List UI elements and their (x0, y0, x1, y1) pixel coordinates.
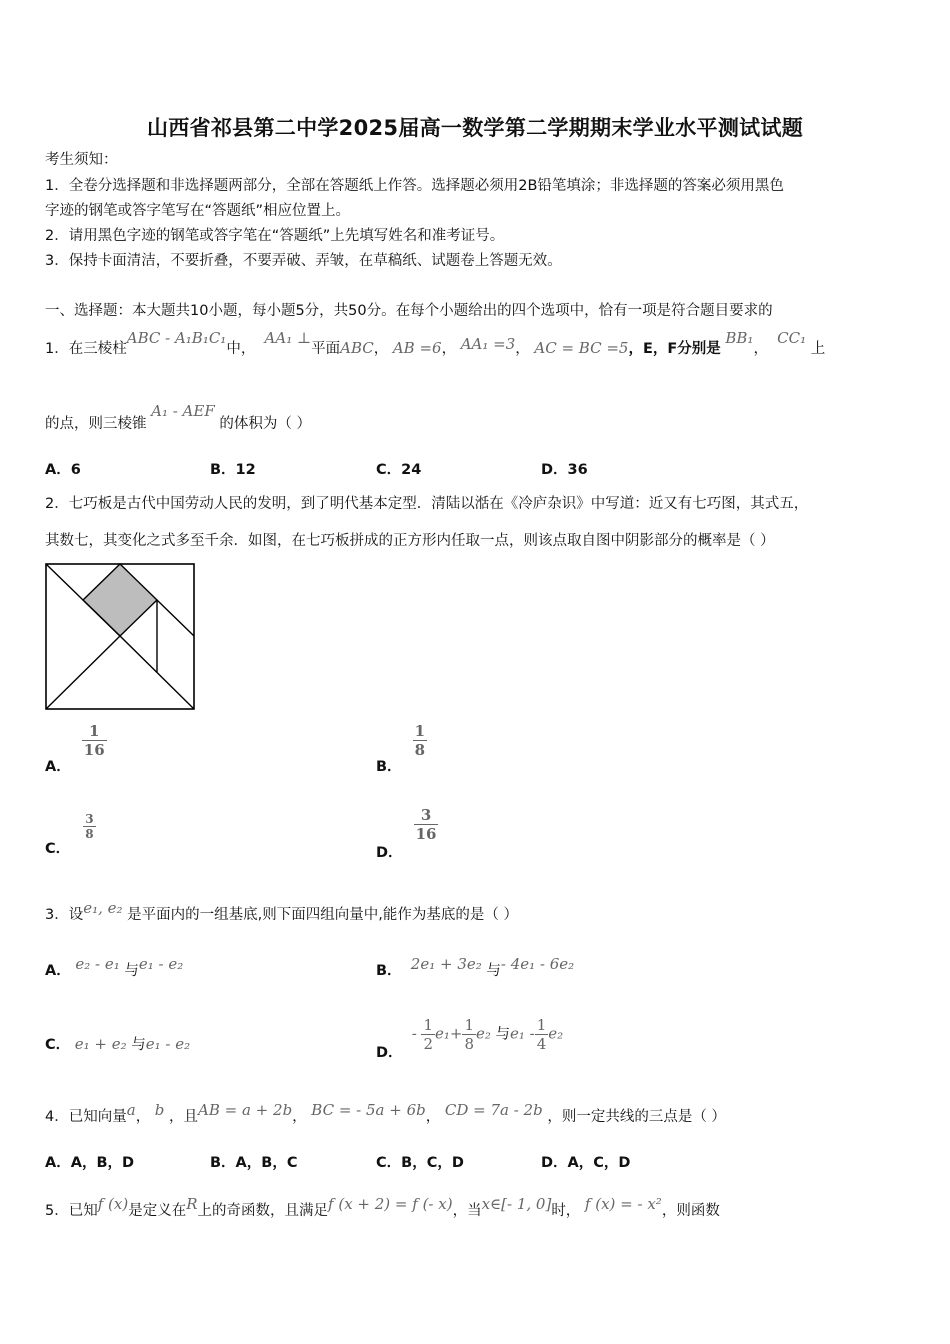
q5-text: 时， (551, 1203, 581, 1219)
question-3 (45, 899, 518, 925)
tangram-shaded-square (83, 564, 157, 636)
q3-option-c[interactable] (45, 1034, 190, 1055)
q2-option-a-fraction (82, 722, 107, 759)
q5-text: 是定义在 (128, 1203, 187, 1219)
q1-math-ac-bc: AC = BC =5 (534, 339, 629, 357)
tangram-line (46, 636, 120, 709)
q1-text: 1．在三棱柱 (45, 341, 127, 357)
q3-vector: 2e₁ + 3e₂ (410, 955, 482, 973)
q4-sep: ， (425, 1109, 441, 1125)
q3-plus: + (449, 1024, 463, 1043)
q3-fraction (421, 1016, 435, 1053)
fraction-denominator: 8 (464, 1035, 475, 1053)
q4-math-bc: BC = - 5a + 6b (311, 1101, 426, 1119)
q4-sep: ， (135, 1109, 151, 1125)
q1-text: 的体积为（ ） (219, 416, 311, 432)
q1-text: 的点，则三棱锥 (45, 416, 147, 432)
q3-vector: e₁ - (510, 1024, 535, 1043)
q2-option-d[interactable] (376, 806, 438, 861)
question-1-line-1 (45, 329, 826, 359)
fraction-numerator: 1 (82, 722, 107, 741)
q4-math-a: a (126, 1101, 136, 1119)
q3-vector: e₂ - e₁ (75, 955, 120, 973)
question-5 (45, 1195, 720, 1221)
q3-option-label: A． (45, 963, 71, 979)
q3-vector: e₁ - e₂ (145, 1035, 191, 1053)
fraction-numerator: 1 (423, 1016, 433, 1034)
q4-option-c[interactable]: C．B，C，D (376, 1155, 464, 1171)
q1-text: 平面 (311, 341, 341, 357)
notice-item: 字迹的钢笔或答字笔写在“答题纸”相应位置上。 (45, 203, 351, 219)
q1-math-cc1: CC₁ (777, 329, 807, 347)
q4-text: ，则一定共线的三点是（ ） (547, 1109, 726, 1125)
q1-sep: ， (515, 341, 530, 357)
q1-sep: ， (373, 341, 389, 357)
q3-connector: 与 (124, 963, 139, 979)
q3-option-label: B． (376, 963, 402, 979)
q1-option-a[interactable]: A．6 (45, 462, 81, 478)
section-heading: 一、选择题：本大题共10小题，每小题5分，共50分。在每个小题给出的四个选项中，恰有一项是符合题目要求的 (45, 303, 773, 319)
q4-sep: ， (292, 1109, 307, 1125)
q4-option-d[interactable]: D．A，C，D (541, 1155, 631, 1171)
q3-vector: e₂ (548, 1024, 564, 1043)
q2-option-label: C． (45, 840, 71, 857)
q3-connector: 与 (131, 1037, 146, 1053)
q1-math-perp: AA₁ ⊥ (264, 329, 312, 347)
fraction-denominator: 2 (423, 1035, 433, 1053)
q1-math-aa1: AA₁ =3 (460, 335, 516, 353)
q3-connector: 与 (495, 1026, 511, 1043)
q2-option-d-fraction (414, 806, 439, 843)
q1-sep: ， (441, 341, 457, 357)
fraction-numerator: 1 (464, 1016, 475, 1034)
q1-text: 上 (810, 341, 826, 357)
q2-option-label: A． (45, 758, 71, 775)
q3-vector: - 4e₁ - 6e₂ (500, 955, 575, 973)
q5-text: 上的奇函数，且满足 (197, 1203, 329, 1219)
q1-option-d[interactable]: D．36 (541, 462, 588, 478)
page-title: 山西省祁县第二中学2025届高一数学第二学期期末学业水平测试试题 (146, 116, 804, 140)
q1-option-b[interactable]: B．12 (210, 462, 256, 478)
notice-item: 3．保持卡面清洁，不要折叠，不要弄破、弄皱，在草稿纸、试题卷上答题无效。 (45, 253, 562, 269)
q3-vector: e₁ (435, 1024, 450, 1043)
fraction-numerator: 1 (536, 1016, 547, 1034)
notice-item: 1．全卷分选择题和非选择题两部分，全部在答题纸上作答。选择题必须用2B铅笔填涂；非选择题的答案必须用黑色 (45, 178, 784, 194)
q1-math-pyramid: A₁ - AEF (151, 402, 215, 420)
question-4 (45, 1101, 726, 1127)
tangram-figure (45, 563, 197, 713)
q2-option-c[interactable] (45, 812, 96, 857)
q2-option-b-fraction (413, 722, 427, 759)
q4-option-b[interactable]: B．A，B，C (210, 1155, 298, 1171)
q1-option-c[interactable]: C．24 (376, 462, 422, 478)
q3-connector: 与 (486, 963, 501, 979)
q3-vector: e₁ + e₂ (74, 1035, 127, 1053)
q5-math-r: R (186, 1195, 198, 1213)
q2-option-b[interactable] (376, 722, 427, 775)
q3-vector: e₁ - e₂ (138, 955, 184, 973)
q4-math-ab: AB = a + 2b (198, 1101, 293, 1119)
q5-math-domain: x∈[- 1, 0] (481, 1195, 552, 1213)
q5-text: ，则函数 (661, 1203, 720, 1219)
q1-sep: ， (753, 341, 768, 357)
fraction-denominator: 16 (415, 825, 437, 843)
q1-math-plane: ABC (340, 339, 374, 357)
q4-text: 4．已知向量 (45, 1109, 127, 1125)
q3-fraction (462, 1016, 476, 1053)
fraction-denominator: 8 (414, 741, 426, 759)
fraction-numerator: 1 (414, 722, 426, 740)
q5-math-symmetry: f (x + 2) = f (- x) (328, 1195, 453, 1213)
fraction-numerator: 3 (85, 812, 94, 826)
q1-math-prism: ABC - A₁B₁C₁ (126, 329, 227, 347)
q5-math-f: f (x) (97, 1195, 129, 1213)
fraction-numerator: 3 (414, 806, 439, 825)
q2-option-a[interactable] (45, 722, 107, 775)
q1-math-bb1: BB₁ (725, 329, 754, 347)
q3-fraction (535, 1016, 549, 1053)
q1-text: 中， (226, 341, 256, 357)
q3-text: 3．设 (45, 907, 84, 923)
question-1-line-2 (45, 402, 311, 434)
q3-option-d[interactable] (376, 1016, 564, 1061)
q4-math-cd: CD = 7a - 2b (444, 1101, 543, 1119)
q3-math-basis: e₁, e₂ (83, 899, 123, 917)
q3-text: 是平面内的一组基底,则下面四组向量中,能作为基底的是（ ） (127, 907, 518, 923)
q5-math-formula: f (x) = - x² (584, 1195, 662, 1213)
q4-math-b: b (154, 1101, 165, 1119)
question-2-line-1: 2．七巧板是古代中国劳动人民的发明，到了明代基本定型．清陆以湉在《冷庐杂识》中写道：近又有七巧图，其式五， (45, 496, 809, 512)
notice-item: 2．请用黑色字迹的钢笔或答字笔在“答题纸”上先填写姓名和准考证号。 (45, 228, 505, 244)
q3-minus: - (411, 1024, 417, 1043)
q1-text: ，E，F分别是 (628, 341, 721, 357)
q1-math-ab: AB =6 (392, 339, 442, 357)
tangram-line (157, 600, 194, 636)
q5-text: ，当 (452, 1203, 482, 1219)
q3-option-label: C． (45, 1037, 71, 1053)
q4-text: ，且 (169, 1109, 199, 1125)
question-2-line-2: 其数七，其变化之式多至千余．如图，在七巧板拼成的正方形内任取一点，则该点取自图中阴影部分的概率是（ ） (45, 533, 775, 549)
q2-option-label: B． (376, 758, 402, 775)
q3-option-label: D． (376, 1044, 403, 1061)
notice-heading: 考生须知： (45, 152, 118, 168)
q3-option-a[interactable] (45, 955, 184, 981)
q3-option-b[interactable] (376, 955, 575, 981)
fraction-denominator: 4 (536, 1035, 547, 1053)
q5-text: 5．已知 (45, 1203, 98, 1219)
fraction-denominator: 8 (85, 827, 94, 841)
q2-option-c-fraction (83, 812, 95, 841)
fraction-denominator: 16 (83, 741, 105, 759)
q2-option-label: D． (376, 844, 403, 861)
q3-vector: e₂ (476, 1024, 491, 1043)
q4-option-a[interactable]: A．A，B，D (45, 1155, 135, 1171)
